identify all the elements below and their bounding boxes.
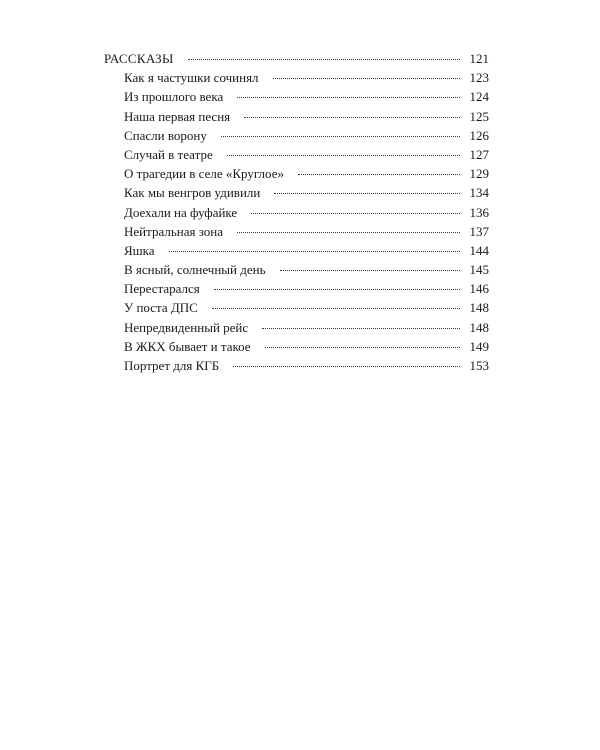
toc-page-number: 125 [469, 108, 489, 124]
dot-leader [280, 270, 460, 271]
dot-leader [233, 366, 459, 367]
dot-leader [274, 193, 459, 194]
toc-page-number: 153 [469, 358, 489, 373]
toc-entry-title: Непредвиденный рейс [124, 319, 249, 335]
toc-entry-title: Портрет для КГБ [124, 358, 220, 373]
toc-page-number: 123 [469, 70, 489, 86]
toc-entry [104, 318, 489, 337]
toc-page-number: 129 [469, 166, 489, 182]
toc-page-number: 146 [469, 281, 489, 297]
toc-page-number: 134 [469, 185, 489, 201]
toc-entry [104, 164, 489, 183]
toc-page-number: 124 [469, 89, 489, 105]
dot-leader [298, 174, 460, 175]
toc-entry [104, 126, 489, 145]
dot-leader [237, 232, 460, 233]
dot-leader [221, 136, 460, 137]
toc-entry-title: Из прошлого века [124, 89, 224, 105]
toc-entry [104, 107, 489, 126]
dot-leader [251, 213, 459, 214]
toc-page-number: 149 [469, 338, 489, 354]
toc-entry-title: Как мы венгров удивили [124, 185, 261, 201]
toc-entry-title: О трагедии в селе «Круглое» [124, 166, 284, 182]
toc-entry-list [104, 68, 489, 375]
toc-page-number: 148 [469, 319, 489, 335]
toc-entry-title: У поста ДПС [124, 300, 198, 316]
toc-page-number: 145 [469, 262, 489, 278]
toc-entry-title: Как я частушки сочинял [124, 70, 259, 86]
toc-entry-title: В ЖКХ бывает и такое [124, 338, 251, 354]
toc-entry [104, 222, 489, 241]
toc-entry [104, 298, 489, 317]
dot-leader [273, 78, 460, 79]
table-of-contents [104, 49, 489, 375]
toc-entry [104, 260, 489, 279]
toc-entry-title: Спасли ворону [124, 127, 207, 143]
toc-page-number: 148 [469, 300, 489, 316]
toc-entry-title: В ясный, солнечный день [124, 262, 266, 278]
toc-entry [104, 183, 489, 202]
toc-entry [104, 356, 489, 375]
dot-leader [244, 117, 459, 118]
dot-leader [214, 289, 460, 290]
toc-entry-title: Доехали на фуфайке [124, 204, 238, 220]
toc-page-number: 137 [469, 223, 489, 239]
toc-page-number: 127 [469, 146, 489, 162]
toc-section-row [104, 49, 489, 68]
toc-entry-title: Нейтральная зона [124, 223, 223, 239]
toc-page-number: 121 [469, 51, 489, 66]
dot-leader [188, 59, 460, 60]
toc-section-title: РАССКАЗЫ [104, 51, 174, 66]
dot-leader [227, 155, 460, 156]
toc-entry [104, 279, 489, 298]
dot-leader [265, 347, 460, 348]
toc-page-number: 136 [469, 204, 489, 220]
dot-leader [237, 97, 459, 98]
toc-entry [104, 87, 489, 106]
toc-entry [104, 241, 489, 260]
dot-leader [212, 308, 460, 309]
toc-entry-title: Наша первая песня [124, 108, 231, 124]
toc-entry-title: Яшка [124, 242, 155, 258]
dot-leader [262, 328, 459, 329]
toc-entry-title: Случай в театре [124, 146, 213, 162]
toc-entry [104, 203, 489, 222]
toc-entry-title: Перестарался [124, 281, 200, 297]
toc-entry [104, 68, 489, 87]
toc-entry [104, 145, 489, 164]
toc-page-number: 126 [469, 127, 489, 143]
dot-leader [169, 251, 460, 252]
toc-page-number: 144 [469, 242, 489, 258]
toc-entry [104, 337, 489, 356]
